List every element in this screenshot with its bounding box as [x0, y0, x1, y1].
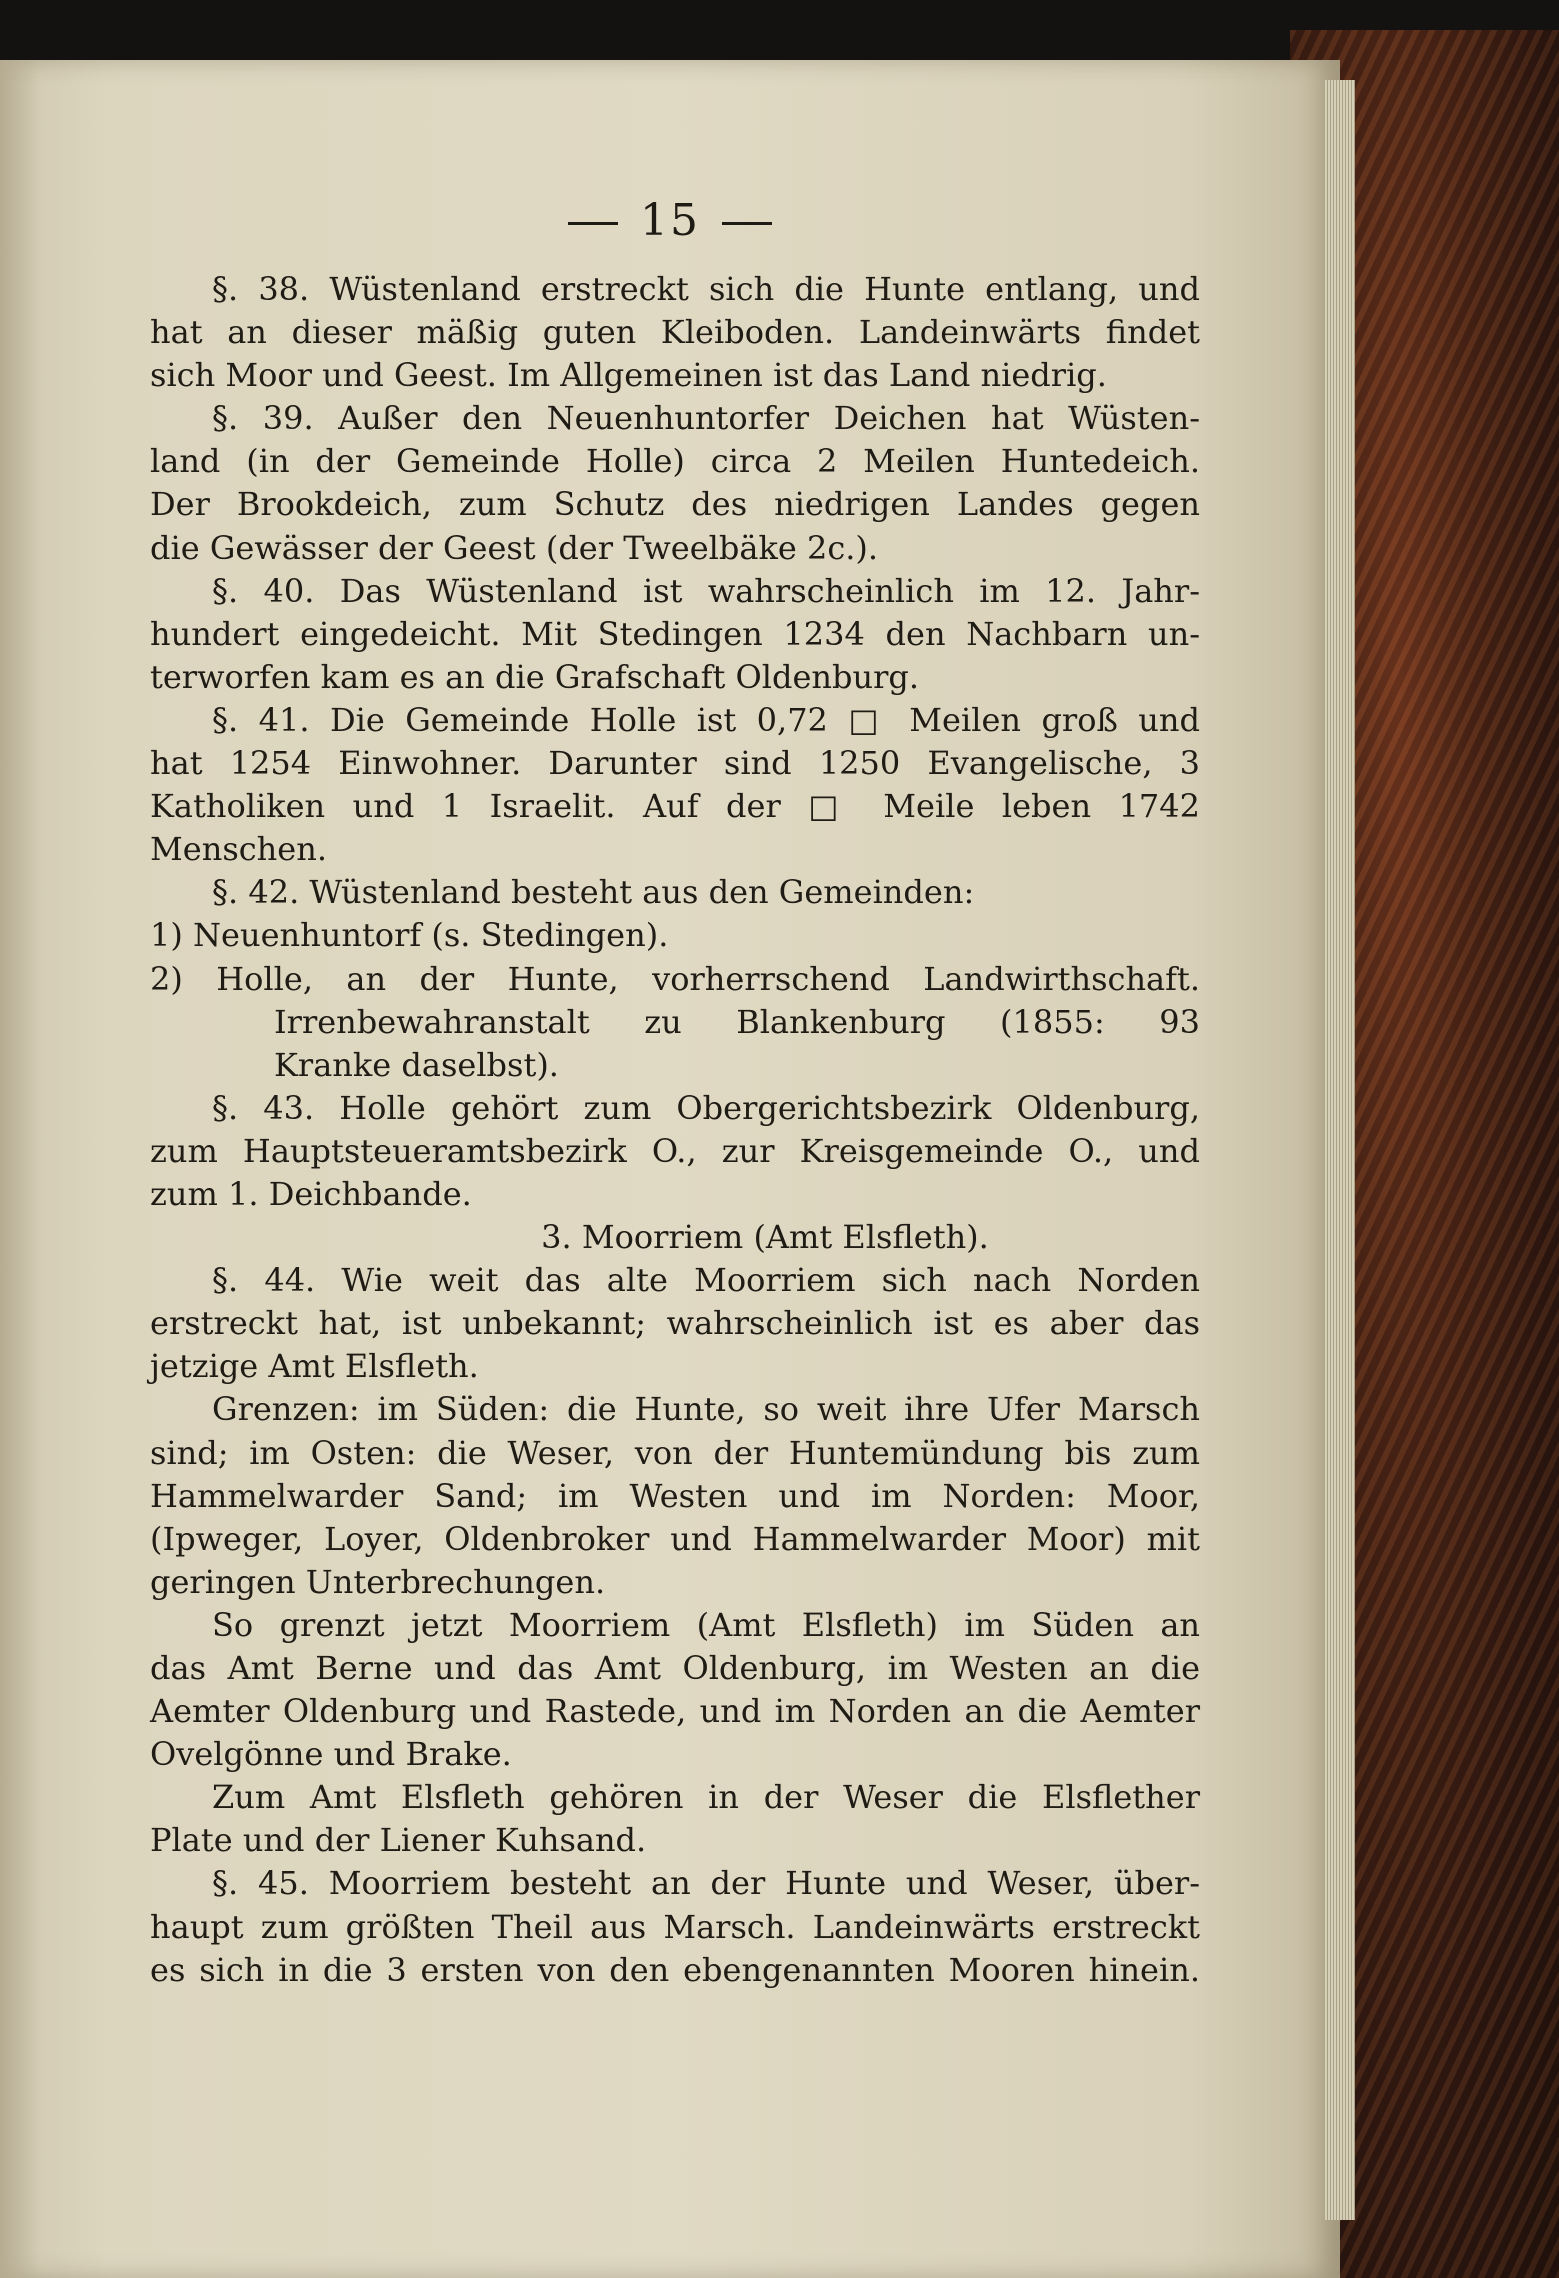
text-line: §. 42. Wüstenland besteht aus den Gemeinden:: [212, 873, 975, 912]
text-line: Irrenbewahranstalt zu Blankenburg (1855: 93: [274, 1002, 1200, 1041]
text-line: hundert eingedeicht. Mit Stedingen 1234 den Nachbarn un-: [150, 614, 1200, 653]
page-number: 15: [640, 195, 700, 246]
text-line: sich Moor und Geest. Im Allgemeinen ist das Land niedrig.: [150, 356, 1107, 395]
text-line: So grenzt jetzt Moorriem (Amt Elsfleth) im Süden an: [212, 1605, 1200, 1644]
text-line: Ovelgönne und Brake.: [150, 1735, 512, 1774]
text-line: hat 1254 Einwohner. Darunter sind 1250 Evangelische, 3: [150, 744, 1200, 783]
text-line: die Gewässer der Geest (der Tweelbäke 2c.).: [150, 528, 879, 567]
text-line: hat an dieser mäßig guten Kleiboden. Landeinwärts findet: [150, 313, 1200, 352]
text-line: zum Hauptsteueramtsbezirk O., zur Kreisgemeinde O., und: [150, 1131, 1200, 1170]
header-dash-left: [568, 222, 618, 225]
text-line: das Amt Berne und das Amt Oldenburg, im Westen an die: [150, 1649, 1200, 1687]
text-line: §. 40. Das Wüstenland ist wahrscheinlich im 12. Jahr-: [212, 571, 1200, 610]
text-line: erstreckt hat, ist unbekannt; wahrscheinlich ist es aber das: [150, 1304, 1200, 1343]
page-body-text: [150, 268, 1200, 1992]
text-line: §. 44. Wie weit das alte Moorriem sich nach Norden: [212, 1261, 1200, 1300]
text-line: es sich in die 3 ersten von den ebengenannten Mooren hinein.: [150, 1950, 1200, 1989]
text-line: §. 38. Wüstenland erstreckt sich die Hunte entlang, und: [212, 270, 1200, 308]
text-line: §. 39. Außer den Neuenhuntorfer Deichen hat Wüsten-: [212, 399, 1200, 438]
text-line: Hammelwarder Sand; im Westen und im Norden: Moor,: [150, 1476, 1200, 1515]
page-header: [0, 195, 1340, 246]
text-line: haupt zum größten Theil aus Marsch. Landeinwärts erstreckt: [150, 1907, 1200, 1946]
text-line: 3. Moorriem (Amt Elsfleth).: [541, 1218, 989, 1257]
text-line: §. 43. Holle gehört zum Obergerichtsbezirk Oldenburg,: [212, 1088, 1200, 1127]
text-line: 1) Neuenhuntorf (s. Stedingen).: [150, 916, 669, 955]
text-line: Zum Amt Elsfleth gehören in der Weser die Elsflether: [212, 1778, 1200, 1817]
header-dash-right: [722, 222, 772, 225]
page-gutter: [0, 60, 40, 2278]
text-line: Katholiken und 1 Israelit. Auf der □ Meile leben 1742: [150, 787, 1200, 826]
text-line: Menschen.: [150, 830, 327, 869]
page-edges: [1325, 80, 1355, 2220]
text-line: Aemter Oldenburg und Rastede, und im Norden an die Aemter: [150, 1692, 1200, 1731]
text-line: Kranke daselbst).: [274, 1045, 559, 1084]
text-line: geringen Unterbrechungen.: [150, 1562, 606, 1601]
text-line: §. 45. Moorriem besteht an der Hunte und Weser, über-: [212, 1864, 1200, 1903]
text-line: Plate und der Liener Kuhsand.: [150, 1821, 647, 1860]
text-line: terworfen kam es an die Grafschaft Oldenburg.: [150, 657, 920, 696]
text-line: jetzige Amt Elsfleth.: [150, 1347, 479, 1386]
text-line: Grenzen: im Süden: die Hunte, so weit ihre Ufer Marsch: [212, 1390, 1200, 1429]
text-line: Der Brookdeich, zum Schutz des niedrigen Landes gegen: [150, 485, 1200, 524]
text-line: 2) Holle, an der Hunte, vorherrschend Landwirthschaft.: [150, 959, 1200, 998]
text-line: land (in der Gemeinde Holle) circa 2 Meilen Huntedeich.: [150, 442, 1200, 481]
text-line: sind; im Osten: die Weser, von der Huntemündung bis zum: [150, 1433, 1200, 1472]
text-line: (Ipweger, Loyer, Oldenbroker und Hammelwarder Moor) mit: [150, 1519, 1200, 1558]
text-line: zum 1. Deichbande.: [150, 1174, 472, 1213]
text-line: §. 41. Die Gemeinde Holle ist 0,72 □ Meilen groß und: [212, 700, 1200, 739]
